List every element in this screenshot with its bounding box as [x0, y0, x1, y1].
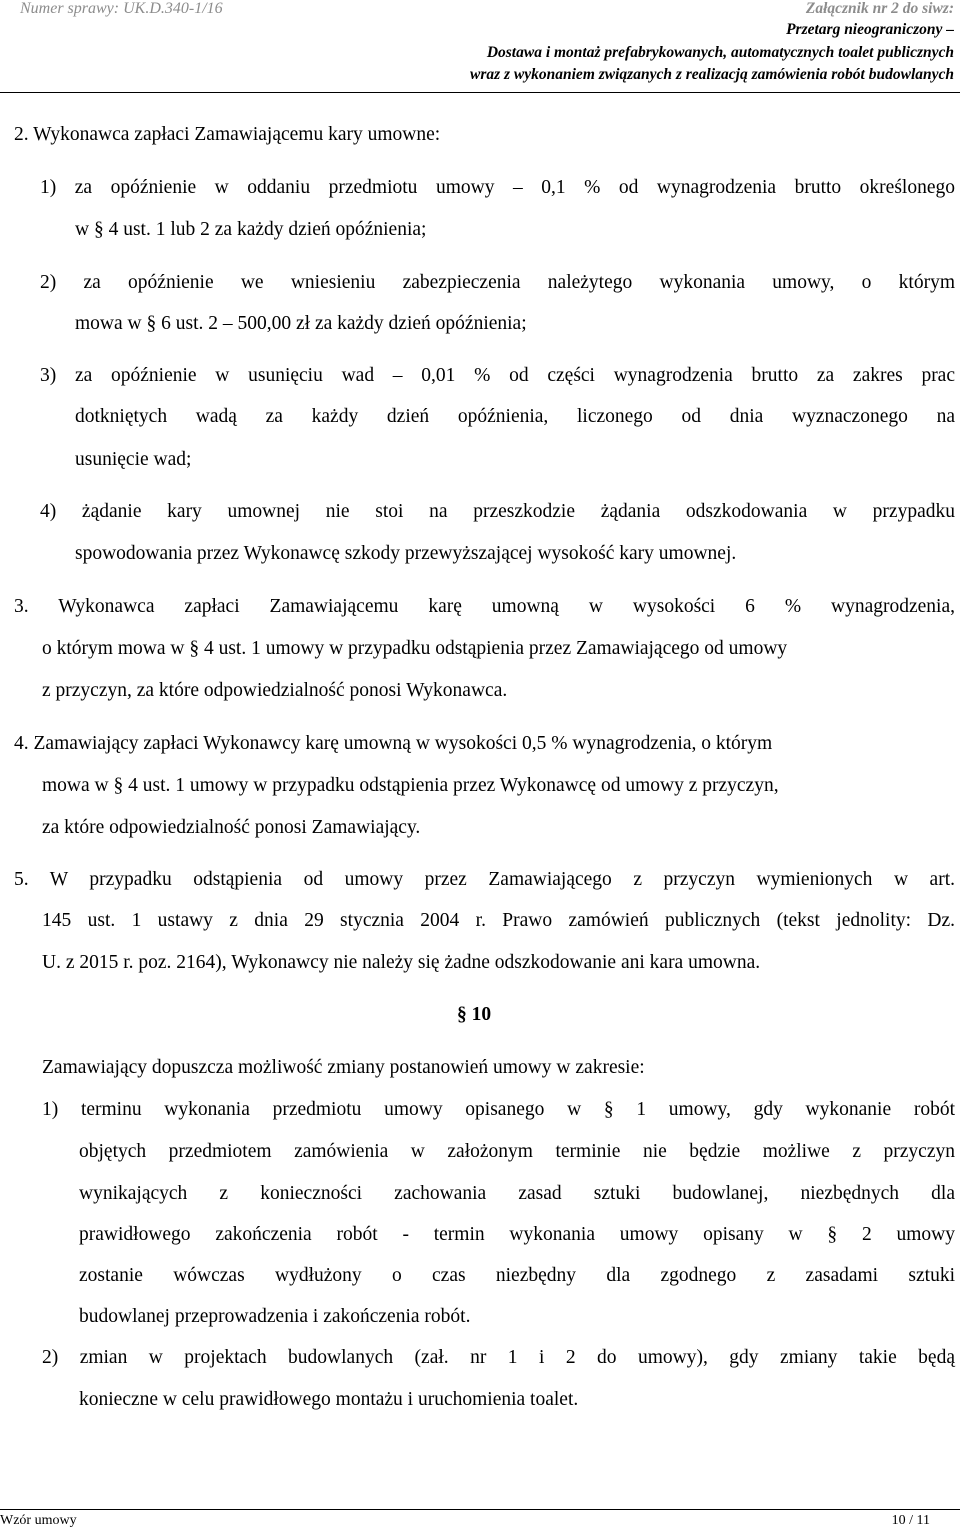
para-4-line2: mowa w § 4 ust. 1 umowy w przypadku odstąpienia przez Wykonawcę od umowy z przyczyn, [42, 775, 779, 796]
footer-divider [0, 1509, 960, 1510]
para-3-line2: o którym mowa w § 4 ust. 1 umowy w przypadku odstąpienia przez Zamawiającego od umowy [42, 638, 788, 659]
para-4-line1: 4. Zamawiający zapłaci Wykonawcy karę umowną w wysokości 0,5 % wynagrodzenia, o którym [14, 733, 773, 754]
item-4-line1: 4) żądanie kary umownej nie stoi na przeszkodzie żądania odszkodowania w przypadku [40, 501, 955, 522]
item-2-line2: mowa w § 6 ust. 2 – 500,00 zł za każdy dzień opóźnienia; [75, 313, 527, 334]
item-3-line1: 3) za opóźnienie w usunięciu wad – 0,01 % od części wynagrodzenia brutto za zakres prac [40, 365, 955, 386]
tender-type: Przetarg nieograniczony – [786, 21, 954, 38]
item-3-line2: dotkniętych wadą za każdy dzień opóźnienia, liczonego od dnia wyznaczonego na [75, 406, 955, 427]
item-1-line1: 1) za opóźnienie w oddaniu przedmiotu umowy – 0,1 % od wynagrodzenia brutto określonego [40, 177, 955, 198]
s10-item-1-line3: wynikających z konieczności zachowania zasad sztuki budowlanej, niezbędnych dla [79, 1183, 955, 1204]
section-10-intro: Zamawiający dopuszcza możliwość zmiany postanowień umowy w zakresie: [42, 1057, 645, 1078]
page-header [0, 0, 960, 95]
s10-item-1-line4: prawidłowego zakończenia robót - termin wykonania umowy opisany w § 2 umowy [79, 1224, 955, 1245]
s10-item-2-line1: 2) zmian w projektach budowlanych (zał. nr 1 i 2 do umowy), gdy zmiany takie będą [42, 1347, 955, 1368]
item-2-line1: 2) za opóźnienie we wniesieniu zabezpieczenia należytego wykonania umowy, o którym [40, 272, 955, 293]
para-2-intro: 2. Wykonawca zapłaci Zamawiającemu kary umowne: [14, 124, 441, 145]
header-divider [0, 92, 960, 93]
s10-item-1-line6: budowlanej przeprowadzenia i zakończenia robót. [79, 1306, 471, 1327]
para-4-line3: za które odpowiedzialność ponosi Zamawiający. [42, 817, 421, 838]
attachment-label: Załącznik nr 2 do siwz: [805, 0, 954, 17]
para-5-line1: 5. W przypadku odstąpienia od umowy przez Zamawiającego z przyczyn wymienionych w art. [14, 869, 955, 890]
footer-document-title: Wzór umowy [0, 1513, 77, 1528]
item-3-line3: usunięcie wad; [75, 449, 192, 470]
case-number: Numer sprawy: UK.D.340-1/16 [20, 0, 223, 17]
para-5-line2: 145 ust. 1 ustawy z dnia 29 stycznia 2004 r. Prawo zamówień publicznych (tekst jednolity: Dz. [42, 910, 955, 931]
tender-subject-line1: Dostawa i montaż prefabrykowanych, automatycznych toalet publicznych [486, 44, 954, 61]
page-number: 10 / 11 [891, 1513, 930, 1528]
s10-item-1-line5: zostanie wówczas wydłużony o czas niezbędny dla zgodnego z zasadami sztuki [79, 1265, 955, 1286]
s10-item-1-line1: 1) terminu wykonania przedmiotu umowy opisanego w § 1 umowy, gdy wykonanie robót [42, 1099, 955, 1120]
tender-subject-line2: wraz z wykonaniem związanych z realizacją zamówienia robót budowlanych [469, 66, 954, 83]
para-3-line1: 3. Wykonawca zapłaci Zamawiającemu karę umowną w wysokości 6 % wynagrodzenia, [14, 596, 955, 617]
s10-item-1-line2: objętych przedmiotem zamówienia w założonym terminie nie będzie możliwe z przyczyn [79, 1141, 955, 1162]
item-4-line2: spowodowania przez Wykonawcę szkody przewyższającej wysokość kary umownej. [75, 543, 737, 564]
item-1-line2: w § 4 ust. 1 lub 2 za każdy dzień opóźnienia; [75, 219, 427, 240]
section-10-heading: § 10 [457, 1004, 492, 1025]
s10-item-2-line2: konieczne w celu prawidłowego montażu i uruchomienia toalet. [79, 1389, 579, 1410]
para-3-line3: z przyczyn, za które odpowiedzialność ponosi Wykonawca. [42, 680, 508, 701]
para-5-line3: U. z 2015 r. poz. 2164), Wykonawcy nie należy się żadne odszkodowanie ani kara umowna. [42, 952, 761, 973]
